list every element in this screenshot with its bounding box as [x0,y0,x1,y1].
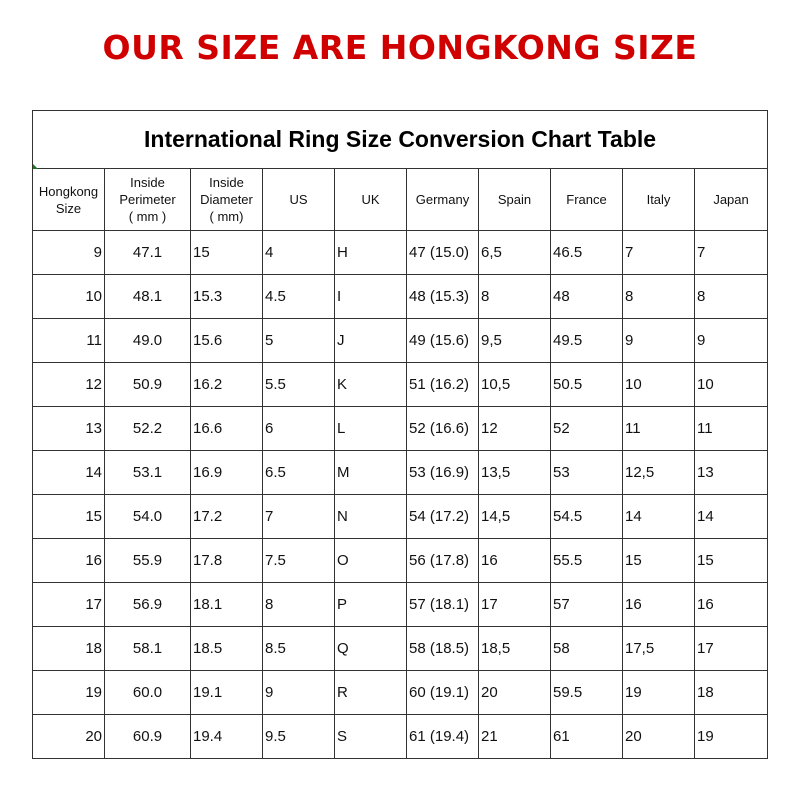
table-cell: 7 [695,231,768,275]
table-cell: 19.1 [191,671,263,715]
size-notice-banner: OUR SIZE ARE HONGKONG SIZE [102,28,698,67]
ring-size-conversion-table [32,110,768,759]
table-cell: J [335,319,407,363]
table-cell: 14 [33,451,105,495]
table-body [33,231,768,759]
table-cell: 21 [479,715,551,759]
table-cell: 14,5 [479,495,551,539]
table-cell: 7 [623,231,695,275]
table-cell: 12 [479,407,551,451]
table-row [33,495,768,539]
column-header [263,169,335,231]
table-cell: 46.5 [551,231,623,275]
table-cell: 10 [695,363,768,407]
table-cell: 18 [33,627,105,671]
table-cell: 13 [695,451,768,495]
table-cell: 55.9 [105,539,191,583]
table-cell: 20 [479,671,551,715]
table-cell: 7 [263,495,335,539]
table-cell: 54.5 [551,495,623,539]
table-cell: 15 [695,539,768,583]
column-header-line: US [289,192,308,207]
table-cell: 20 [623,715,695,759]
table-cell: 13,5 [479,451,551,495]
table-row [33,451,768,495]
table-cell: 56.9 [105,583,191,627]
table-cell: 16.9 [191,451,263,495]
table-cell: 16.2 [191,363,263,407]
table-cell: O [335,539,407,583]
table-cell: 56 (17.8) [407,539,479,583]
table-cell: 58.1 [105,627,191,671]
column-header-line: Italy [646,192,671,207]
table-cell: 16 [33,539,105,583]
table-cell: 19 [623,671,695,715]
table-row [33,539,768,583]
table-cell: 7.5 [263,539,335,583]
table-cell: 48 [551,275,623,319]
column-header [191,169,263,231]
column-header-line: Size [55,200,82,216]
cell-corner-marker [33,164,38,169]
table-cell: 4 [263,231,335,275]
table-cell: 8 [695,275,768,319]
table-cell: 12,5 [623,451,695,495]
table-cell: N [335,495,407,539]
table-cell: 51 (16.2) [407,363,479,407]
table-cell: 17,5 [623,627,695,671]
column-header [695,169,768,231]
table-cell: 60 (19.1) [407,671,479,715]
column-header-line: ( mm ) [128,209,167,224]
table-cell: 11 [623,407,695,451]
table-cell: 14 [695,495,768,539]
table-cell: S [335,715,407,759]
table-cell: 57 (18.1) [407,583,479,627]
table-cell: 18,5 [479,627,551,671]
table-cell: 17.8 [191,539,263,583]
table-cell: 50.9 [105,363,191,407]
table-cell: 8 [623,275,695,319]
table-cell: 53 (16.9) [407,451,479,495]
table-cell: 58 (18.5) [407,627,479,671]
ring-size-table-container [32,110,767,759]
table-cell: 16 [623,583,695,627]
table-cell: K [335,363,407,407]
table-cell: 61 (19.4) [407,715,479,759]
table-cell: 52.2 [105,407,191,451]
column-header-line: Hongkong [38,183,99,199]
table-cell: 17 [695,627,768,671]
table-cell: 15 [191,231,263,275]
column-header-line: Japan [713,192,749,207]
table-cell: 10,5 [479,363,551,407]
table-cell: 59.5 [551,671,623,715]
column-header [33,169,105,231]
table-cell: 9 [263,671,335,715]
table-cell: 10 [623,363,695,407]
table-cell: 17 [33,583,105,627]
table-cell: 61 [551,715,623,759]
table-row [33,363,768,407]
table-cell: 60.9 [105,715,191,759]
table-cell: H [335,231,407,275]
column-header [551,169,623,231]
table-cell: 16 [695,583,768,627]
table-cell: 53.1 [105,451,191,495]
table-cell: 15 [623,539,695,583]
table-cell: 54 (17.2) [407,495,479,539]
table-cell: 49.5 [551,319,623,363]
column-header-line: Inside [130,175,165,190]
table-cell: 18.5 [191,627,263,671]
column-header-line: France [566,192,607,207]
table-header-row [33,169,768,231]
table-cell: M [335,451,407,495]
table-cell: 52 [551,407,623,451]
column-header-line: Perimeter [119,192,176,207]
table-cell: 15.3 [191,275,263,319]
table-cell: P [335,583,407,627]
table-cell: 49.0 [105,319,191,363]
table-cell: 20 [33,715,105,759]
table-cell: 5 [263,319,335,363]
table-cell: 8.5 [263,627,335,671]
table-cell: 9,5 [479,319,551,363]
column-header [335,169,407,231]
table-cell: 8 [479,275,551,319]
table-cell: 55.5 [551,539,623,583]
table-cell: 18.1 [191,583,263,627]
table-cell: 12 [33,363,105,407]
table-title [33,111,768,169]
table-cell: 18 [695,671,768,715]
table-cell: 10 [33,275,105,319]
table-cell: 9 [623,319,695,363]
table-cell: 9.5 [263,715,335,759]
column-header [105,169,191,231]
column-header [623,169,695,231]
table-cell: 47 (15.0) [407,231,479,275]
table-cell: 6 [263,407,335,451]
table-row [33,583,768,627]
table-cell: 19.4 [191,715,263,759]
table-row [33,671,768,715]
table-cell: 14 [623,495,695,539]
table-cell: L [335,407,407,451]
table-cell: Q [335,627,407,671]
table-title-text: International Ring Size Conversion Chart Table [144,126,657,152]
table-cell: 52 (16.6) [407,407,479,451]
table-cell: 60.0 [105,671,191,715]
table-cell: 48.1 [105,275,191,319]
table-cell: 11 [695,407,768,451]
table-cell: 6.5 [263,451,335,495]
column-header-line: UK [361,192,380,207]
table-cell: 16.6 [191,407,263,451]
table-cell: 53 [551,451,623,495]
table-row [33,319,768,363]
table-cell: 15 [33,495,105,539]
table-cell: 17.2 [191,495,263,539]
table-row [33,715,768,759]
table-cell: 13 [33,407,105,451]
table-cell: 54.0 [105,495,191,539]
table-row [33,275,768,319]
column-header-line: Inside [209,175,244,190]
column-header-line: Diameter [200,192,253,207]
table-cell: 58 [551,627,623,671]
table-cell: 8 [263,583,335,627]
table-cell: 9 [33,231,105,275]
table-cell: 17 [479,583,551,627]
table-row [33,231,768,275]
table-cell: R [335,671,407,715]
column-header [479,169,551,231]
table-cell: 6,5 [479,231,551,275]
table-cell: 50.5 [551,363,623,407]
column-header [407,169,479,231]
table-cell: 57 [551,583,623,627]
table-cell: 48 (15.3) [407,275,479,319]
column-header-line: Germany [415,192,470,207]
table-row [33,407,768,451]
table-cell: 49 (15.6) [407,319,479,363]
table-cell: 16 [479,539,551,583]
column-header-line: Spain [497,192,532,207]
table-cell: 9 [695,319,768,363]
table-cell: 19 [33,671,105,715]
table-cell: I [335,275,407,319]
column-header-line: ( mm) [209,209,244,224]
table-cell: 11 [33,319,105,363]
table-row [33,627,768,671]
table-cell: 47.1 [105,231,191,275]
table-cell: 15.6 [191,319,263,363]
table-cell: 19 [695,715,768,759]
table-cell: 5.5 [263,363,335,407]
table-cell: 4.5 [263,275,335,319]
